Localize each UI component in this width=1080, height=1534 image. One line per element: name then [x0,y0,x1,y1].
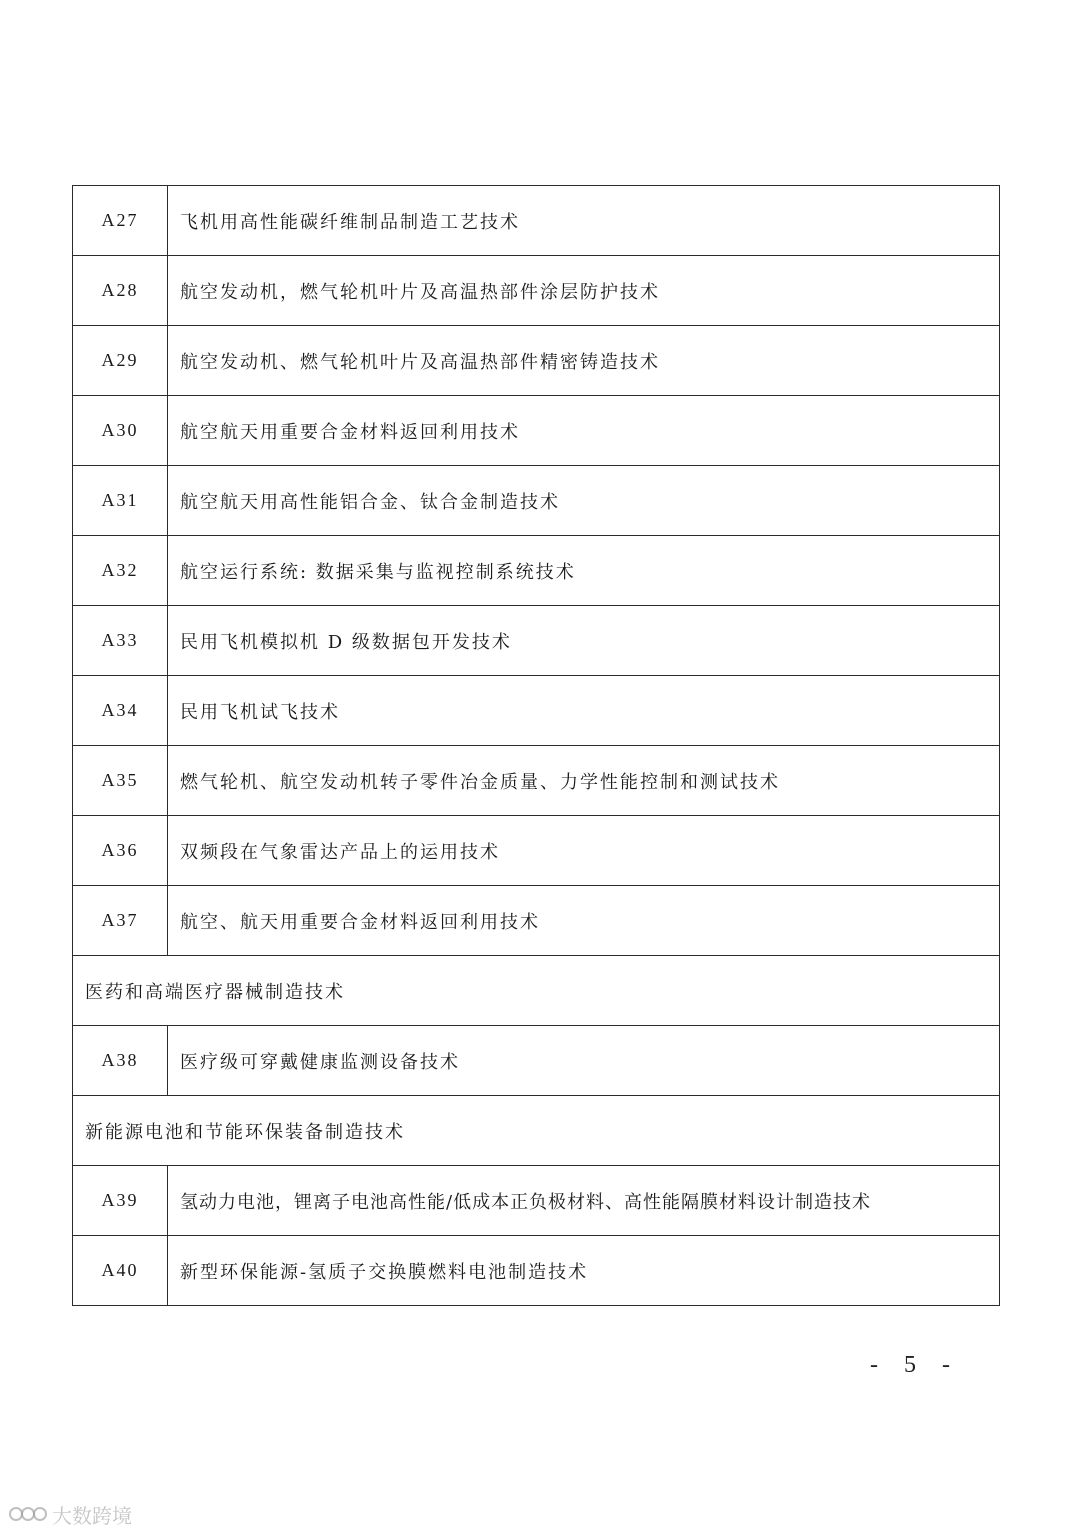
item-code: A30 [73,396,168,466]
item-code: A33 [73,606,168,676]
table-row [73,816,1000,886]
item-description: 双频段在气象雷达产品上的运用技术 [168,816,1000,886]
item-description: 航空运行系统: 数据采集与监视控制系统技术 [168,536,1000,606]
table-row [73,1026,1000,1096]
item-code: A34 [73,676,168,746]
table-row [73,536,1000,606]
watermark [8,1500,132,1528]
table-row [73,676,1000,746]
item-description: 航空发动机、燃气轮机叶片及高温热部件精密铸造技术 [168,326,1000,396]
table-row [73,396,1000,466]
table-row [73,606,1000,676]
table-row [73,746,1000,816]
category-heading-energy: 新能源电池和节能环保装备制造技术 [73,1096,1000,1166]
item-code: A27 [73,186,168,256]
category-row [73,956,1000,1026]
item-description: 氢动力电池，锂离子电池高性能/低成本正负极材料、高性能隔膜材料设计制造技术 [168,1166,1000,1236]
item-description: 新型环保能源-氢质子交换膜燃料电池制造技术 [168,1236,1000,1306]
item-code: A39 [73,1166,168,1236]
item-description: 航空航天用重要合金材料返回利用技术 [168,396,1000,466]
item-description: 医疗级可穿戴健康监测设备技术 [168,1026,1000,1096]
item-description: 民用飞机模拟机 D 级数据包开发技术 [168,606,1000,676]
item-code: A36 [73,816,168,886]
item-code: A38 [73,1026,168,1096]
table-row [73,886,1000,956]
item-code: A40 [73,1236,168,1306]
item-code: A28 [73,256,168,326]
category-row [73,1096,1000,1166]
table-row [73,256,1000,326]
item-description: 燃气轮机、航空发动机转子零件冶金质量、力学性能控制和测试技术 [168,746,1000,816]
table-row [73,1236,1000,1306]
technology-table [72,185,1000,1306]
item-code: A29 [73,326,168,396]
watermark-text: 大数跨境 [52,1503,132,1528]
table-row [73,466,1000,536]
item-description: 航空航天用高性能铝合金、钛合金制造技术 [168,466,1000,536]
table-row [73,326,1000,396]
table-row [73,186,1000,256]
item-code: A32 [73,536,168,606]
item-description: 航空发动机，燃气轮机叶片及高温热部件涂层防护技术 [168,256,1000,326]
table-row [73,1166,1000,1236]
watermark-logo-icon [8,1502,48,1526]
item-code: A31 [73,466,168,536]
item-description: 民用飞机试飞技术 [168,676,1000,746]
category-heading-medical: 医药和高端医疗器械制造技术 [73,956,1000,1026]
item-code: A35 [73,746,168,816]
item-description: 航空、航天用重要合金材料返回利用技术 [168,886,1000,956]
page-number: - 5 - [870,1352,960,1378]
item-description: 飞机用高性能碳纤维制品制造工艺技术 [168,186,1000,256]
item-code: A37 [73,886,168,956]
